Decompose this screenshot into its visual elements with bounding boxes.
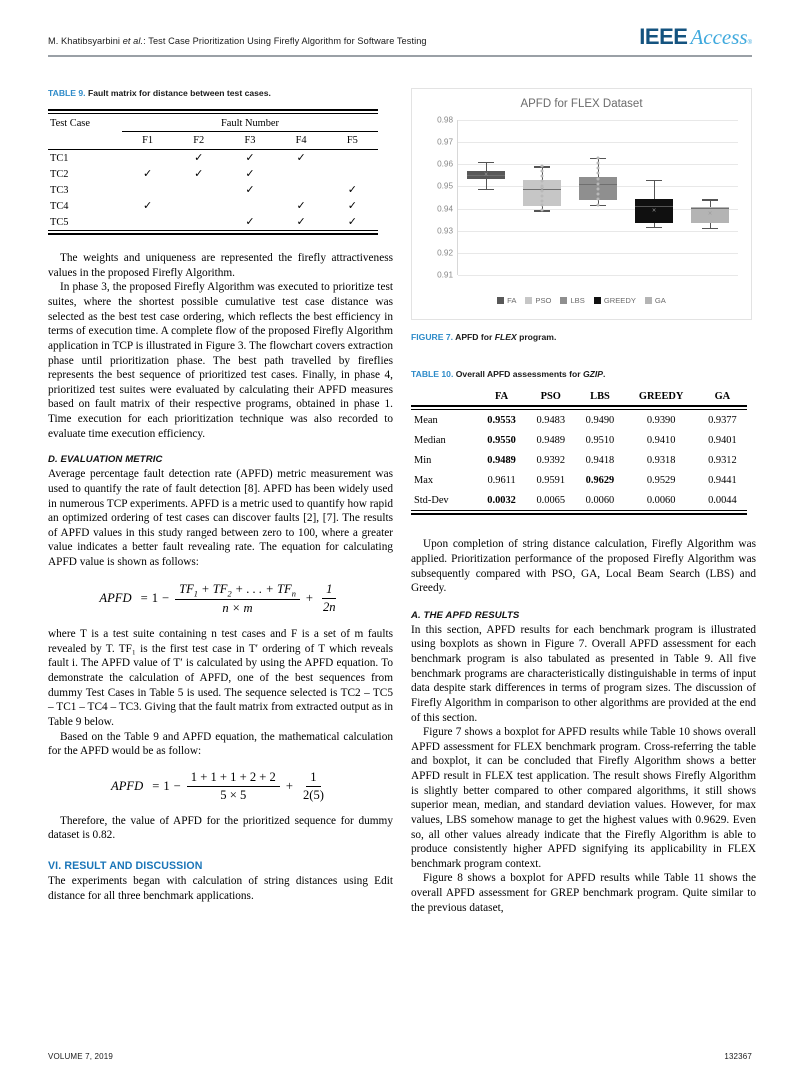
footer-page-number: 132367 [724,1052,752,1061]
table10-cell: 0.9410 [646,434,676,446]
right-column [411,332,756,915]
table10-caption [411,369,756,380]
left-para-7: The experiments began with calculation of string distances using Edit distance for all three benchmark applications. [48,875,393,902]
eq1-one: 1 [151,591,158,606]
running-header [48,26,752,48]
left-para-4: where T is a test suite containing n test cases and F is a set of m faults revealed by T. TF₁ is the first test case in T′ ordering of T which reveals fault i. The APFD value of T′ is calculated by using the APFD equation. To demonstrate the calculation of APFD, one of the best sequences from dummy Test Cases in Table 5 is used. The sequence selected is TC2 – TC5 – TC1 – TC4 – TC3. Giving that the fault matrix from extracted output as in Table 9 below. [48,628,393,728]
figure7-caption-italic: FLEX [494,332,517,342]
running-head-suffix: : Test Case Prioritization Using Firefly Algorithm for Software Testing [143,36,427,46]
fault-check-icon: ✓ [296,151,306,164]
eq1-frac2-den: 2n [323,600,336,615]
table10-cell: 0.9377 [708,414,737,426]
legend-swatch [560,297,567,304]
table9-cell-empty [224,198,275,214]
table10-cell: 0.9441 [708,474,737,486]
chart-plot-area [437,115,738,280]
left-para-5: Based on the Table 9 and APFD equation, the mathematical calculation for the APFD would be as follow: [48,730,393,758]
table10-cell: 0.9529 [646,474,676,486]
fault-check-icon: ✓ [296,215,306,228]
table10-cell: 0.9611 [487,474,516,486]
table9-bottom-rule [48,231,378,235]
heading-result-and-discussion: VI. RESULT AND DISCUSSION [48,860,203,873]
right-para-2: In this section, APFD results for each benchmark program is illustrated using boxplots as shown in Figure 7. Overall APFD assessment for each benchmark program is also tabulated as presented in Table 9. All five benchmark programs are characteristically distinguishable in terms of input data despite stark differences in terms of program sizes. The discussion of Firefly Algorithm in comparison to other algorithms are provided at the end of this section. [411,623,756,724]
table9-subheader-row [48,132,378,150]
table10-caption-label: TABLE 10. [411,369,454,380]
table10-row-label: Mean [414,414,438,426]
figure7-caption-pre: APFD for [455,332,495,342]
fault-check-icon: ✓ [296,199,306,212]
table9-cell-empty [173,198,224,214]
legend-swatch [525,297,532,304]
right-para-3: Figure 7 shows a boxplot for APFD results while Table 10 shows overall APFD assessment for FLEX benchmark program. Cross-referring the table and boxplot, it can be concluded that Firefly Algorithm shows a better APFD result in FLEX test application. The result shows Firefly Algorithm is slightly better compared to other compared algorithms, it still shows superior mean, median, and standard deviation values. However, for max values, LBS somehow manage to get the highest values with 0.9629. Even so, all other values already indicate that the Firefly Algorithm is able to produce consistently higher APFD signifying its applicability in FLEX benchmark program context. [411,726,756,870]
left-para-3: Average percentage fault detection rate (APFD) metric measurement was used to quantify the rate of fault detection [8]. APFD has been widely used in numerous TCP experiments. APFD is a metric used to quantify how rapid an optimized ordering of test cases can discover faults [2], [7]. The results of APFD values in this study ranged between zero to 100, where a greater value indicates a better fault revealing rate. The equation for calculating APFD value is shown as follows: [48,468,393,569]
table10-cell: 0.9490 [585,414,615,426]
table10-cell: 0.9418 [585,454,615,466]
table-row [48,198,378,214]
chart-title: APFD for FLEX Dataset [520,98,643,110]
table10-cell: 0.9318 [646,454,676,466]
table9-col-f1: F1 [122,132,173,150]
table9-subheader-blank [48,132,122,150]
table10-corner-header [411,390,477,406]
heading-evaluation-metric: D. EVALUATION METRIC [48,454,163,466]
running-head-text [48,36,427,48]
table9-corner-header: Test Case [50,117,90,129]
eq1-num-sub1: 1 [193,589,198,599]
eq1-plus: + [305,591,313,606]
boxplot-whisker-cap [702,228,718,229]
table10-col-fa: FA [477,390,526,406]
legend-swatch [594,297,601,304]
table9-caption [48,88,393,99]
figure7-boxplot-chart [411,88,752,320]
legend-item-ga [645,296,666,305]
table9-row-label: TC1 [50,152,69,164]
eq2-one: 1 [163,778,170,793]
table-row [48,182,378,198]
table9-cell-empty [122,150,173,167]
eq2-equals: = [152,778,160,793]
left-para-6: Therefore, the value of APFD for the prioritized sequence for dummy dataset is 0.82. [48,814,393,842]
table10-cell: 0.9591 [536,474,566,486]
table9-row-label: TC5 [50,216,69,228]
table9-col-f2: F2 [173,132,224,150]
table10-cell: 0.9550 [487,434,516,446]
table10-row-label: Median [414,434,446,446]
eq1-num-tail: + . . . + TF [231,581,292,596]
table10-cell: 0.9401 [708,434,737,446]
table10-cell: 0.9510 [585,434,615,446]
eq1-num-tf1: TF [179,581,194,596]
eq1-frac2-num: 1 [322,582,336,599]
table10-cell: 0.9553 [487,414,516,426]
left-column [48,88,393,903]
chart-y-tick-label: 0.98 [437,115,453,125]
table9-cell-empty [122,214,173,231]
legend-item-greedy [594,296,636,305]
chart-y-tick-label: 0.96 [437,159,453,169]
table10-row-label: Max [414,474,434,486]
table9-cell-empty [122,182,173,198]
table9-cell-empty [173,214,224,231]
eq1-minus: − [161,591,170,606]
eq2-fraction-2 [299,770,328,803]
chart-boxplot-ga [458,120,738,275]
figure7-caption [411,332,756,343]
table10-body [411,410,747,511]
table10-apfd-assessments [411,390,747,515]
fault-check-icon: ✓ [142,199,153,212]
table-row [411,470,747,490]
chart-legend [412,296,751,305]
legend-label: PSO [535,296,552,305]
table10-bottom-rule [411,511,747,515]
chart-gridline [437,270,738,280]
header-divider [48,55,752,57]
legend-item-lbs [560,296,584,305]
table9-cell-empty [276,182,327,198]
legend-label: GREEDY [603,296,636,305]
eq2-frac2-num: 1 [306,770,320,787]
table10-cell: 0.0044 [708,494,737,506]
eq1-equals: = [140,591,148,606]
eq2-plus: + [285,778,293,793]
left-para-2: In phase 3, the proposed Firefly Algorithm was executed to prioritize test suites, where the shortest possible cumulative test case distance was selected as the best test case ordering, which reflects the best efficiency in terms of execution time. A complete flow of the proposed Firefly Algorithm application in TCP is illustrated in Figure 3. The flowchart covers extraction phase until prioritization phase. The best path travelled by fireflies represents the best sequence of prioritized test cases. Finally, in phase 4, prioritized test suites were evaluated by calculating their APFD measures based on fault matrix of their respective programs, obtained in phase 1. Time execution for each prioritization technique was also recorded to evaluate time execution efficiency. [48,281,393,440]
table-row [411,430,747,450]
table9-col-f4: F4 [276,132,327,150]
table9-cell-empty [173,182,224,198]
ieee-wordmark: IEEE [639,24,688,49]
right-para-4: Figure 8 shows a boxplot for APFD results while Table 11 shows the overall APFD assessment for GREP benchmark program. Quite similar to the previous dataset, [411,872,756,914]
right-para-1: Upon completion of string distance calculation, Firefly Algorithm was applied. Prioritization performance of the proposed Firefly Algorithm was subsequently compared with PSO, GA, Local Beam Search (LBS) and Greedy. [411,538,756,595]
table10-cell: 0.9390 [646,414,676,426]
legend-label: FA [507,296,517,305]
table10-header-row [411,390,747,406]
eq1-lhs: APFD [99,591,132,606]
boxplot-whisker-cap [702,199,718,200]
eq1-num-sub2: 2 [227,589,232,599]
chart-y-tick-label: 0.97 [437,137,453,147]
equation-apfd-dummy [48,770,393,803]
eq2-minus: − [173,778,181,793]
table-row [411,450,747,470]
access-wordmark: Access [690,25,748,49]
fault-check-icon: ✓ [245,183,255,196]
legend-item-pso [525,296,551,305]
table9-cell-empty [327,166,378,182]
figure7-caption-post: program. [516,332,557,342]
table10-cell: 0.0060 [646,494,676,506]
eq2-fraction-1 [187,770,280,803]
eq2-denominator: 5 × 5 [220,787,247,802]
fault-check-icon: ✓ [245,215,255,228]
footer-volume: VOLUME 7, 2019 [48,1052,113,1061]
eq1-fraction-2 [319,582,340,615]
table10-cell: 0.9483 [536,414,566,426]
running-head-prefix: M. Khatibsyarbini [48,36,123,46]
table9-body [48,150,378,231]
eq1-num-mid: + TF [197,581,228,596]
legend-item-fa [497,296,516,305]
table10-cell: 0.9489 [536,434,566,446]
legend-label: GA [654,296,666,305]
legend-label: LBS [570,296,585,305]
running-head-etal: et al. [122,36,144,46]
legend-swatch [645,297,652,304]
table9-col-f5: F5 [327,132,378,150]
table10-row-label: Std-Dev [414,494,449,506]
eq2-numerator: 1 + 1 + 1 + 2 + 2 [187,770,280,787]
table10-head [411,390,747,406]
boxplot-mean-marker: × [651,207,657,215]
fault-check-icon: ✓ [245,167,255,180]
table-row [411,410,747,431]
table9-group-header-row [48,114,378,132]
fault-check-icon: ✓ [142,167,153,180]
chart-y-tick-label: 0.91 [437,270,453,280]
table10-cell: 0.9312 [708,454,737,466]
table10-caption-pre: Overall APFD assessments for [455,369,583,380]
table9-row-label: TC2 [50,168,69,180]
table10-cell: 0.9629 [585,474,615,486]
table-row [48,166,378,182]
table10-cell: 0.0060 [585,494,615,506]
fault-check-icon: ✓ [194,167,204,180]
table10-col-pso: PSO [526,390,575,406]
legend-swatch [497,297,504,304]
table10-col-greedy: GREEDY [625,390,698,406]
table9-col-f3: F3 [224,132,275,150]
table10-caption-italic: GZIP [582,369,604,380]
figure7-caption-label: FIGURE 7. [411,332,454,342]
table-row [48,150,378,167]
table-row [411,490,747,511]
fault-check-icon: ✓ [347,215,357,228]
table10-caption-post: . [603,369,606,380]
table9-row-label: TC4 [50,200,69,212]
left-para-1: The weights and uniqueness are represented the firefly attractiveness values in the proposed Firefly Algorithm. [48,252,393,279]
heading-the-apfd-results: A. THE APFD RESULTS [411,609,520,621]
chart-y-tick-label: 0.93 [437,226,453,236]
fault-check-icon: ✓ [347,199,357,212]
table9-caption-label: TABLE 9. [48,88,86,98]
eq1-num-sub3: n [291,589,296,599]
table9-caption-text: Fault matrix for distance between test cases. [87,88,271,98]
chart-y-tick-label: 0.92 [437,248,453,258]
ieee-access-logo [639,26,752,48]
table9-cell-empty [327,150,378,167]
table10-cell: 0.0032 [487,494,516,506]
table-row [48,214,378,231]
fault-check-icon: ✓ [194,151,204,164]
eq1-numerator [175,582,300,601]
table9-cell-empty [276,166,327,182]
table9-fault-matrix [48,109,378,235]
table10-cell: 0.9489 [487,454,516,466]
fault-check-icon: ✓ [245,151,255,164]
table9-group-header: Fault Number [122,114,378,132]
fault-check-icon: ✓ [347,183,357,196]
table9-row-label: TC3 [50,184,69,196]
eq1-fraction-1 [175,582,300,617]
eq2-lhs: APFD [111,778,144,793]
table10-col-lbs: LBS [575,390,624,406]
trademark-icon: ® [747,40,752,46]
boxplot-mean-marker: × [707,210,713,218]
eq2-frac2-den: 2(5) [302,787,324,802]
table10-col-ga: GA [698,390,747,406]
table10-cell: 0.9392 [536,454,566,466]
chart-y-tick-label: 0.95 [437,181,453,191]
equation-apfd-general [48,582,393,617]
table10-cell: 0.0065 [536,494,566,506]
chart-y-tick-label: 0.94 [437,204,453,214]
eq1-denominator: n × m [222,601,253,616]
boxplot-mean-marker: × [483,171,489,179]
table10-row-label: Min [414,454,432,466]
